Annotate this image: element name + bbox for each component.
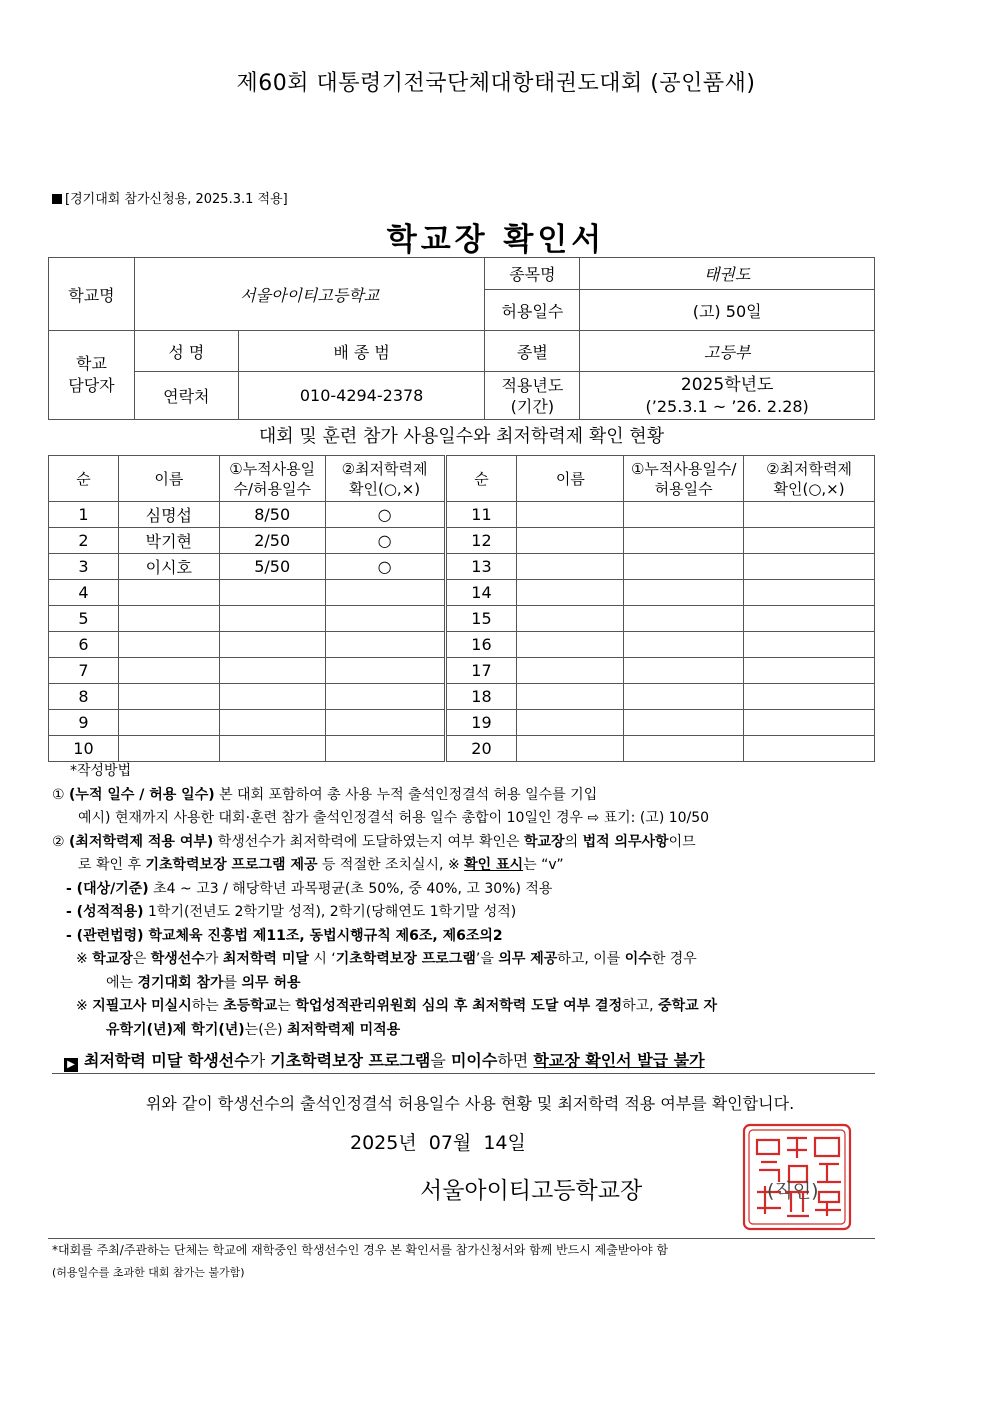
col-name: 이름 bbox=[118, 456, 219, 502]
cell-left-no: 6 bbox=[49, 632, 119, 658]
table-row bbox=[49, 580, 875, 606]
cell-right-days bbox=[624, 632, 744, 658]
note-1-b5: 의무 제공 bbox=[498, 951, 558, 967]
cell-left-no: 8 bbox=[49, 684, 119, 710]
method-heading: *작성방법 bbox=[70, 763, 132, 779]
square-bullet-icon bbox=[52, 194, 62, 204]
method-2-text3: 이므 bbox=[668, 833, 696, 850]
contact-label: 연락처 bbox=[134, 372, 238, 420]
cell-right-no: 12 bbox=[445, 528, 517, 554]
period-label bbox=[485, 372, 580, 420]
method-2-bold1: (최저학력제 적용 여부) bbox=[69, 833, 214, 850]
period-label-line2: (기간) bbox=[510, 396, 555, 416]
note-1-t1: 은 bbox=[132, 951, 151, 967]
category-label: 종별 bbox=[485, 331, 580, 372]
cell-right-check bbox=[744, 528, 875, 554]
col-days-right bbox=[624, 456, 744, 502]
table-row bbox=[49, 632, 875, 658]
period-label-line1: 적용년도 bbox=[501, 375, 564, 395]
note-2-t2: 는 bbox=[277, 998, 296, 1014]
cell-left-no: 1 bbox=[49, 502, 119, 528]
note-1-b6: 이수 bbox=[624, 951, 652, 967]
cell-right-no: 19 bbox=[445, 710, 517, 736]
cell-right-name bbox=[517, 658, 624, 684]
detail-2 bbox=[52, 901, 882, 925]
form-note-text: [경기대회 참가신청용, 2025.3.1 적용] bbox=[65, 192, 288, 207]
cell-right-days bbox=[624, 528, 744, 554]
cell-right-days bbox=[624, 502, 744, 528]
col-min-line2: 확인(○,×) bbox=[349, 479, 421, 498]
final-b3: 미이수 bbox=[450, 1051, 498, 1070]
method-2-l2b: 등 적절한 조치실시, ※ bbox=[317, 857, 465, 873]
method-2-bold2: 학교장 bbox=[524, 833, 565, 850]
cell-right-no: 20 bbox=[445, 736, 517, 762]
school-value: 서울아이티고등학교 bbox=[134, 258, 485, 331]
note-1-b2: 학생선수 bbox=[150, 951, 205, 967]
cell-left-name bbox=[118, 736, 219, 762]
note-2-b1: 지필고사 미실시 bbox=[92, 998, 192, 1014]
arrow-box-icon: ▶ bbox=[64, 1058, 78, 1072]
section-title: 대회 및 훈련 참가 사용일수와 최저학력제 확인 현황 bbox=[258, 426, 665, 447]
cell-left-name bbox=[118, 710, 219, 736]
cell-left-check bbox=[325, 684, 445, 710]
cell-left-name bbox=[118, 606, 219, 632]
cell-left-no: 3 bbox=[49, 554, 119, 580]
cell-left-no: 9 bbox=[49, 710, 119, 736]
footer-divider bbox=[48, 1238, 875, 1239]
col-min-right-line2: 확인(○,×) bbox=[773, 479, 845, 498]
method-1-text: 본 대회 포함하여 총 사용 누적 출석인정결석 허용 일수를 기입 bbox=[214, 786, 598, 803]
note-1-line2 bbox=[52, 972, 882, 996]
footnote-1: *대회를 주최/주관하는 단체는 학교에 재학중인 학생선수인 경우 본 확인서를 참가신청서와 함께 반드시 제출받아야 함 bbox=[52, 1243, 669, 1257]
cell-left-name: 이시호 bbox=[118, 554, 219, 580]
cell-right-name bbox=[517, 502, 624, 528]
principal-name: 서울아이티고등학교장 bbox=[420, 1178, 643, 1204]
detail-1 bbox=[52, 878, 882, 902]
cell-right-no: 13 bbox=[445, 554, 517, 580]
note-1-t4: ’을 bbox=[475, 951, 499, 967]
cell-right-no: 16 bbox=[445, 632, 517, 658]
detail-2-bold: - (성적적용) bbox=[66, 904, 144, 920]
cell-left-name bbox=[118, 632, 219, 658]
table-row bbox=[49, 736, 875, 762]
cell-left-no: 7 bbox=[49, 658, 119, 684]
cell-right-check bbox=[744, 554, 875, 580]
note-1-l2a: 에는 bbox=[106, 974, 138, 991]
final-t1: 가 bbox=[249, 1051, 271, 1070]
note-1-t3: 시 ‘ bbox=[308, 951, 336, 967]
cell-right-name bbox=[517, 710, 624, 736]
cell-right-check bbox=[744, 736, 875, 762]
document-title: 학교장 확인서 bbox=[386, 222, 606, 258]
cell-right-name bbox=[517, 632, 624, 658]
cell-right-no: 15 bbox=[445, 606, 517, 632]
detail-1-text: 초4 ~ 고3 / 해당학년 과목평균(초 50%, 중 40%, 고 30%) 적용 bbox=[148, 880, 553, 897]
table-row bbox=[49, 528, 875, 554]
note-1-l2b: 경기대회 참가 bbox=[137, 974, 224, 991]
cell-right-no: 18 bbox=[445, 684, 517, 710]
method-2-underline: 확인 표시 bbox=[464, 857, 524, 873]
cell-left-check: ○ bbox=[325, 502, 445, 528]
cell-left-days: 5/50 bbox=[219, 554, 325, 580]
table-header-row bbox=[49, 456, 875, 502]
name-value: 배 종 범 bbox=[238, 331, 485, 372]
participants-table bbox=[48, 455, 875, 762]
method-1-number: ① bbox=[52, 786, 65, 803]
cell-right-check bbox=[744, 658, 875, 684]
note-2-t1: 하는 bbox=[191, 998, 224, 1014]
cell-left-days bbox=[219, 658, 325, 684]
method-1-bold: (누적 일수 / 허용 일수) bbox=[69, 786, 215, 803]
col-days-line1: ①누적사용일 bbox=[229, 459, 316, 478]
footnote-2: (허용일수를 초과한 대회 참가는 불가함) bbox=[52, 1266, 245, 1279]
col-min bbox=[325, 456, 445, 502]
final-t2: 을 bbox=[430, 1051, 451, 1070]
method-1-example: 예시) 현재까지 사용한 대회·훈련 참가 출석인정결석 허용 일수 총합이 10일인 경우 ⇨ 표기: (고) 10/50 bbox=[78, 810, 710, 826]
sport-label: 종목명 bbox=[485, 258, 580, 290]
method-item-2 bbox=[52, 831, 882, 855]
col-days bbox=[219, 456, 325, 502]
final-b4: 학교장 확인서 발급 불가 bbox=[533, 1051, 705, 1070]
cell-right-name bbox=[517, 554, 624, 580]
period-value-line1: 2025학년도 bbox=[680, 374, 774, 395]
cell-right-name bbox=[517, 606, 624, 632]
cell-right-check bbox=[744, 580, 875, 606]
cell-left-days bbox=[219, 632, 325, 658]
method-2-bold3: 법적 의무사항 bbox=[582, 833, 669, 850]
cell-right-days bbox=[624, 580, 744, 606]
col-days-right-line1: ①누적사용일수/ bbox=[630, 459, 737, 478]
note-1-b3: 최저학력 미달 bbox=[222, 951, 309, 967]
method-2-bold4: 기초학력보장 프로그램 제공 bbox=[145, 857, 318, 873]
cell-right-check bbox=[744, 710, 875, 736]
note-1 bbox=[52, 948, 882, 972]
method-item-1 bbox=[52, 784, 882, 808]
method-2-l2a: 로 확인 후 bbox=[78, 857, 146, 873]
cell-left-no: 4 bbox=[49, 580, 119, 606]
note-1-t5: 하고, 이를 bbox=[557, 951, 625, 967]
contact-value: 010-4294-2378 bbox=[238, 372, 485, 420]
col-days-line2: 수/허용일수 bbox=[233, 479, 311, 498]
detail-1-bold: - (대상/기준) bbox=[66, 880, 149, 897]
method-2-number: ② bbox=[52, 833, 65, 850]
cell-left-days bbox=[219, 710, 325, 736]
divider bbox=[52, 1073, 875, 1074]
cell-right-check bbox=[744, 502, 875, 528]
final-t3: 하면 bbox=[497, 1051, 534, 1070]
col-days-right-line2: 허용일수 bbox=[654, 479, 713, 498]
detail-3-bold: - (관련법령) 학교체육 진흥법 제11조, 동법시행규칙 제6조, 제6조의2 bbox=[66, 927, 503, 944]
cell-right-check bbox=[744, 632, 875, 658]
method-2-text2: 의 bbox=[564, 833, 583, 850]
method-2-line2 bbox=[52, 854, 882, 878]
note-2 bbox=[52, 995, 882, 1019]
cell-right-no: 11 bbox=[445, 502, 517, 528]
note-1-b4: 기초학력보장 프로그램 bbox=[335, 951, 476, 967]
note-1-t2: 가 bbox=[204, 951, 223, 967]
cell-right-name bbox=[517, 736, 624, 762]
writing-method bbox=[52, 760, 882, 1042]
cell-right-name bbox=[517, 580, 624, 606]
cell-left-no: 10 bbox=[49, 736, 119, 762]
cell-left-check bbox=[325, 632, 445, 658]
cell-right-days bbox=[624, 606, 744, 632]
note-1-t6: 한 경우 bbox=[651, 951, 697, 967]
col-min-right-line1: ②최저학력제 bbox=[766, 459, 852, 478]
cell-right-days bbox=[624, 554, 744, 580]
cell-left-days: 8/50 bbox=[219, 502, 325, 528]
cell-left-check bbox=[325, 736, 445, 762]
final-b1: 최저학력 미달 학생선수 bbox=[84, 1051, 250, 1070]
note-1-mark: ※ bbox=[76, 951, 93, 967]
note-2-t3: 하고, bbox=[622, 998, 659, 1014]
confirmation-statement: 위와 같이 학생선수의 출석인정결석 허용일수 사용 현황 및 최저학력 적용 여부를 확인합니다. bbox=[145, 1094, 795, 1113]
note-2-mark: ※ bbox=[76, 998, 93, 1014]
note-1-l2d: 의무 허용 bbox=[241, 974, 301, 991]
col-no: 순 bbox=[49, 456, 119, 502]
col-min-right bbox=[744, 456, 875, 502]
cell-right-no: 14 bbox=[445, 580, 517, 606]
period-value bbox=[580, 372, 875, 420]
note-1-b1: 학교장 bbox=[92, 951, 133, 967]
final-notice bbox=[64, 1048, 705, 1072]
cell-left-name: 심명섭 bbox=[118, 502, 219, 528]
table-row bbox=[49, 658, 875, 684]
cell-right-name bbox=[517, 684, 624, 710]
table-row bbox=[49, 502, 875, 528]
cell-right-days bbox=[624, 658, 744, 684]
detail-3 bbox=[52, 925, 882, 949]
note-2-l2b: 는(은) bbox=[244, 1021, 288, 1038]
cell-right-name bbox=[517, 528, 624, 554]
cell-left-check bbox=[325, 606, 445, 632]
school-label: 학교명 bbox=[49, 258, 135, 331]
sport-value: 태권도 bbox=[580, 258, 875, 290]
method-2-text1: 학생선수가 최저학력에 도달하였는지 여부 확인은 bbox=[213, 833, 524, 850]
allowed-days-value: (고) 50일 bbox=[580, 290, 875, 331]
note-2-b2: 초등학교 bbox=[223, 998, 278, 1014]
issue-date: 2025년 07월 14일 bbox=[350, 1132, 526, 1154]
note-2-line2 bbox=[52, 1019, 882, 1043]
info-table bbox=[48, 257, 875, 420]
manager-label: 학교 담당자 bbox=[49, 331, 135, 420]
col-min-line1: ②최저학력제 bbox=[341, 459, 428, 478]
name-label: 성 명 bbox=[134, 331, 238, 372]
note-2-b3: 학업성적관리위원회 심의 후 최저학력 도달 여부 결정 bbox=[295, 998, 623, 1014]
cell-left-days: 2/50 bbox=[219, 528, 325, 554]
cell-right-days bbox=[624, 710, 744, 736]
category-value: 고등부 bbox=[580, 331, 875, 372]
event-title: 제60회 대통령기전국단체대항태권도대회 (공인품새) bbox=[236, 71, 756, 96]
period-value-line2: (’25.3.1 ~ ’26. 2.28) bbox=[645, 396, 809, 416]
cell-left-name bbox=[118, 658, 219, 684]
table-row bbox=[49, 606, 875, 632]
cell-right-check bbox=[744, 684, 875, 710]
cell-right-no: 17 bbox=[445, 658, 517, 684]
note-2-b4: 중학교 자 bbox=[658, 998, 718, 1014]
cell-left-name: 박기현 bbox=[118, 528, 219, 554]
col-no-right: 순 bbox=[445, 456, 517, 502]
cell-left-name bbox=[118, 684, 219, 710]
cell-left-name bbox=[118, 580, 219, 606]
final-b2: 기초학력보장 프로그램 bbox=[270, 1051, 431, 1070]
cell-left-check bbox=[325, 658, 445, 684]
cell-left-no: 2 bbox=[49, 528, 119, 554]
table-row bbox=[49, 554, 875, 580]
cell-left-days bbox=[219, 606, 325, 632]
cell-left-check: ○ bbox=[325, 554, 445, 580]
form-note bbox=[52, 188, 288, 207]
seal-label: (직인) bbox=[767, 1180, 819, 1202]
col-name-right: 이름 bbox=[517, 456, 624, 502]
method-2-l2c: 는 “v” bbox=[523, 857, 564, 873]
cell-left-no: 5 bbox=[49, 606, 119, 632]
cell-left-days bbox=[219, 580, 325, 606]
note-1-l2c: 를 bbox=[223, 974, 242, 991]
note-2-l2a: 유학기(년)제 학기(년) bbox=[106, 1021, 245, 1038]
cell-left-days bbox=[219, 684, 325, 710]
cell-left-check bbox=[325, 710, 445, 736]
table-row bbox=[49, 710, 875, 736]
cell-left-check bbox=[325, 580, 445, 606]
allowed-days-label: 허용일수 bbox=[485, 290, 580, 331]
detail-2-text: 1학기(전년도 2학기말 성적), 2학기(당해연도 1학기말 성적) bbox=[143, 904, 517, 920]
cell-right-check bbox=[744, 606, 875, 632]
cell-left-days bbox=[219, 736, 325, 762]
cell-left-check: ○ bbox=[325, 528, 445, 554]
cell-right-days bbox=[624, 684, 744, 710]
cell-right-days bbox=[624, 736, 744, 762]
note-2-l2c: 최저학력제 미적용 bbox=[287, 1021, 401, 1038]
table-row bbox=[49, 684, 875, 710]
